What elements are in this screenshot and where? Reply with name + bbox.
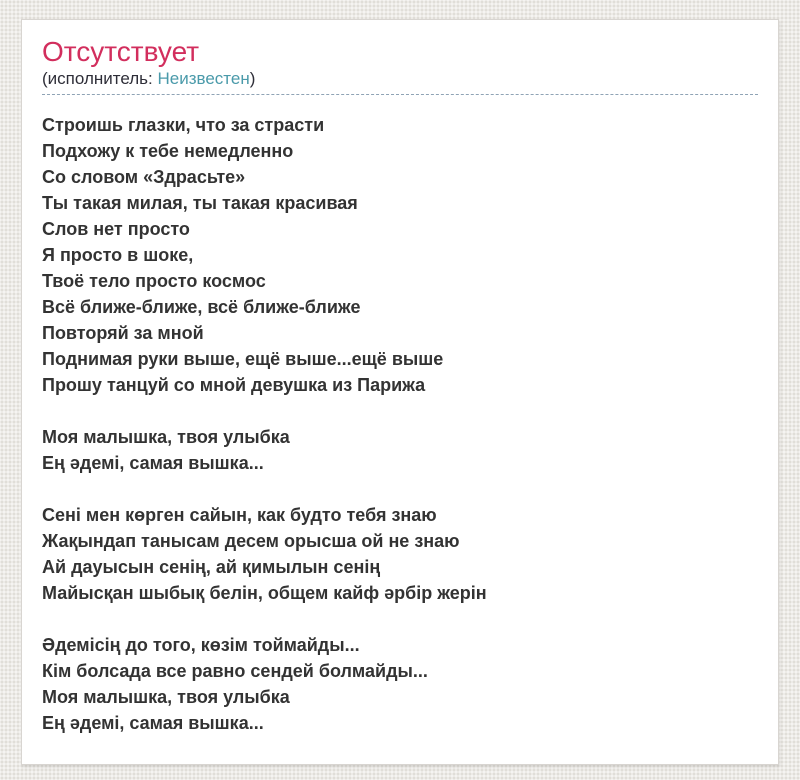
- lyric-line: Майысқан шыбық белін, общем кайф әрбір жерін: [42, 583, 487, 604]
- lyric-line: Ай дауысын сенің, ай қимылын сенің: [42, 557, 381, 578]
- lyric-line: [42, 606, 758, 632]
- artist-line-prefix: (исполнитель:: [42, 69, 158, 89]
- lyric-line: Прошу танцуй со мной девушка из Парижа: [42, 375, 426, 396]
- lyric-line: Ең әдемі, самая вышка...: [42, 713, 264, 734]
- lyric-line: Всё ближе-ближе, всё ближе-ближе: [42, 297, 361, 318]
- lyric-line: Ең әдемі, самая вышка...: [42, 453, 264, 474]
- lyric-line: [42, 476, 758, 502]
- lyric-line: Әдемісің до того, көзім тоймайды...: [42, 635, 360, 656]
- lyrics-text: [42, 112, 758, 736]
- song-title: Отсутствует: [42, 36, 200, 67]
- lyric-line: Жақындап танысам десем орысша ой не знаю: [42, 531, 460, 552]
- lyric-line: Моя малышка, твоя улыбка: [42, 687, 290, 708]
- lyric-line: Моя малышка, твоя улыбка: [42, 427, 290, 448]
- lyric-line: Сені мен көрген сайын, как будто тебя знаю: [42, 505, 437, 526]
- lyric-line: Повторяй за мной: [42, 323, 204, 344]
- lyric-line: Ты такая милая, ты такая красивая: [42, 193, 358, 214]
- lyric-line: [42, 398, 758, 424]
- lyric-line: Кім болсада все равно сендей болмайды...: [42, 661, 428, 682]
- lyric-line: Твоё тело просто космос: [42, 271, 266, 292]
- lyric-line: Строишь глазки, что за страсти: [42, 115, 325, 136]
- artist-line-suffix: ): [249, 69, 256, 89]
- lyrics-card: [21, 19, 779, 765]
- lyric-line: Слов нет просто: [42, 219, 190, 240]
- lyric-line: Со словом «Здрасьте»: [42, 167, 246, 188]
- lyric-line: Я просто в шоке,: [42, 245, 194, 266]
- artist-link[interactable]: Неизвестен: [157, 69, 250, 89]
- artist-line: [42, 68, 758, 95]
- lyric-line: Подхожу к тебе немедленно: [42, 141, 294, 162]
- lyric-line: Поднимая руки выше, ещё выше...ещё выше: [42, 349, 444, 370]
